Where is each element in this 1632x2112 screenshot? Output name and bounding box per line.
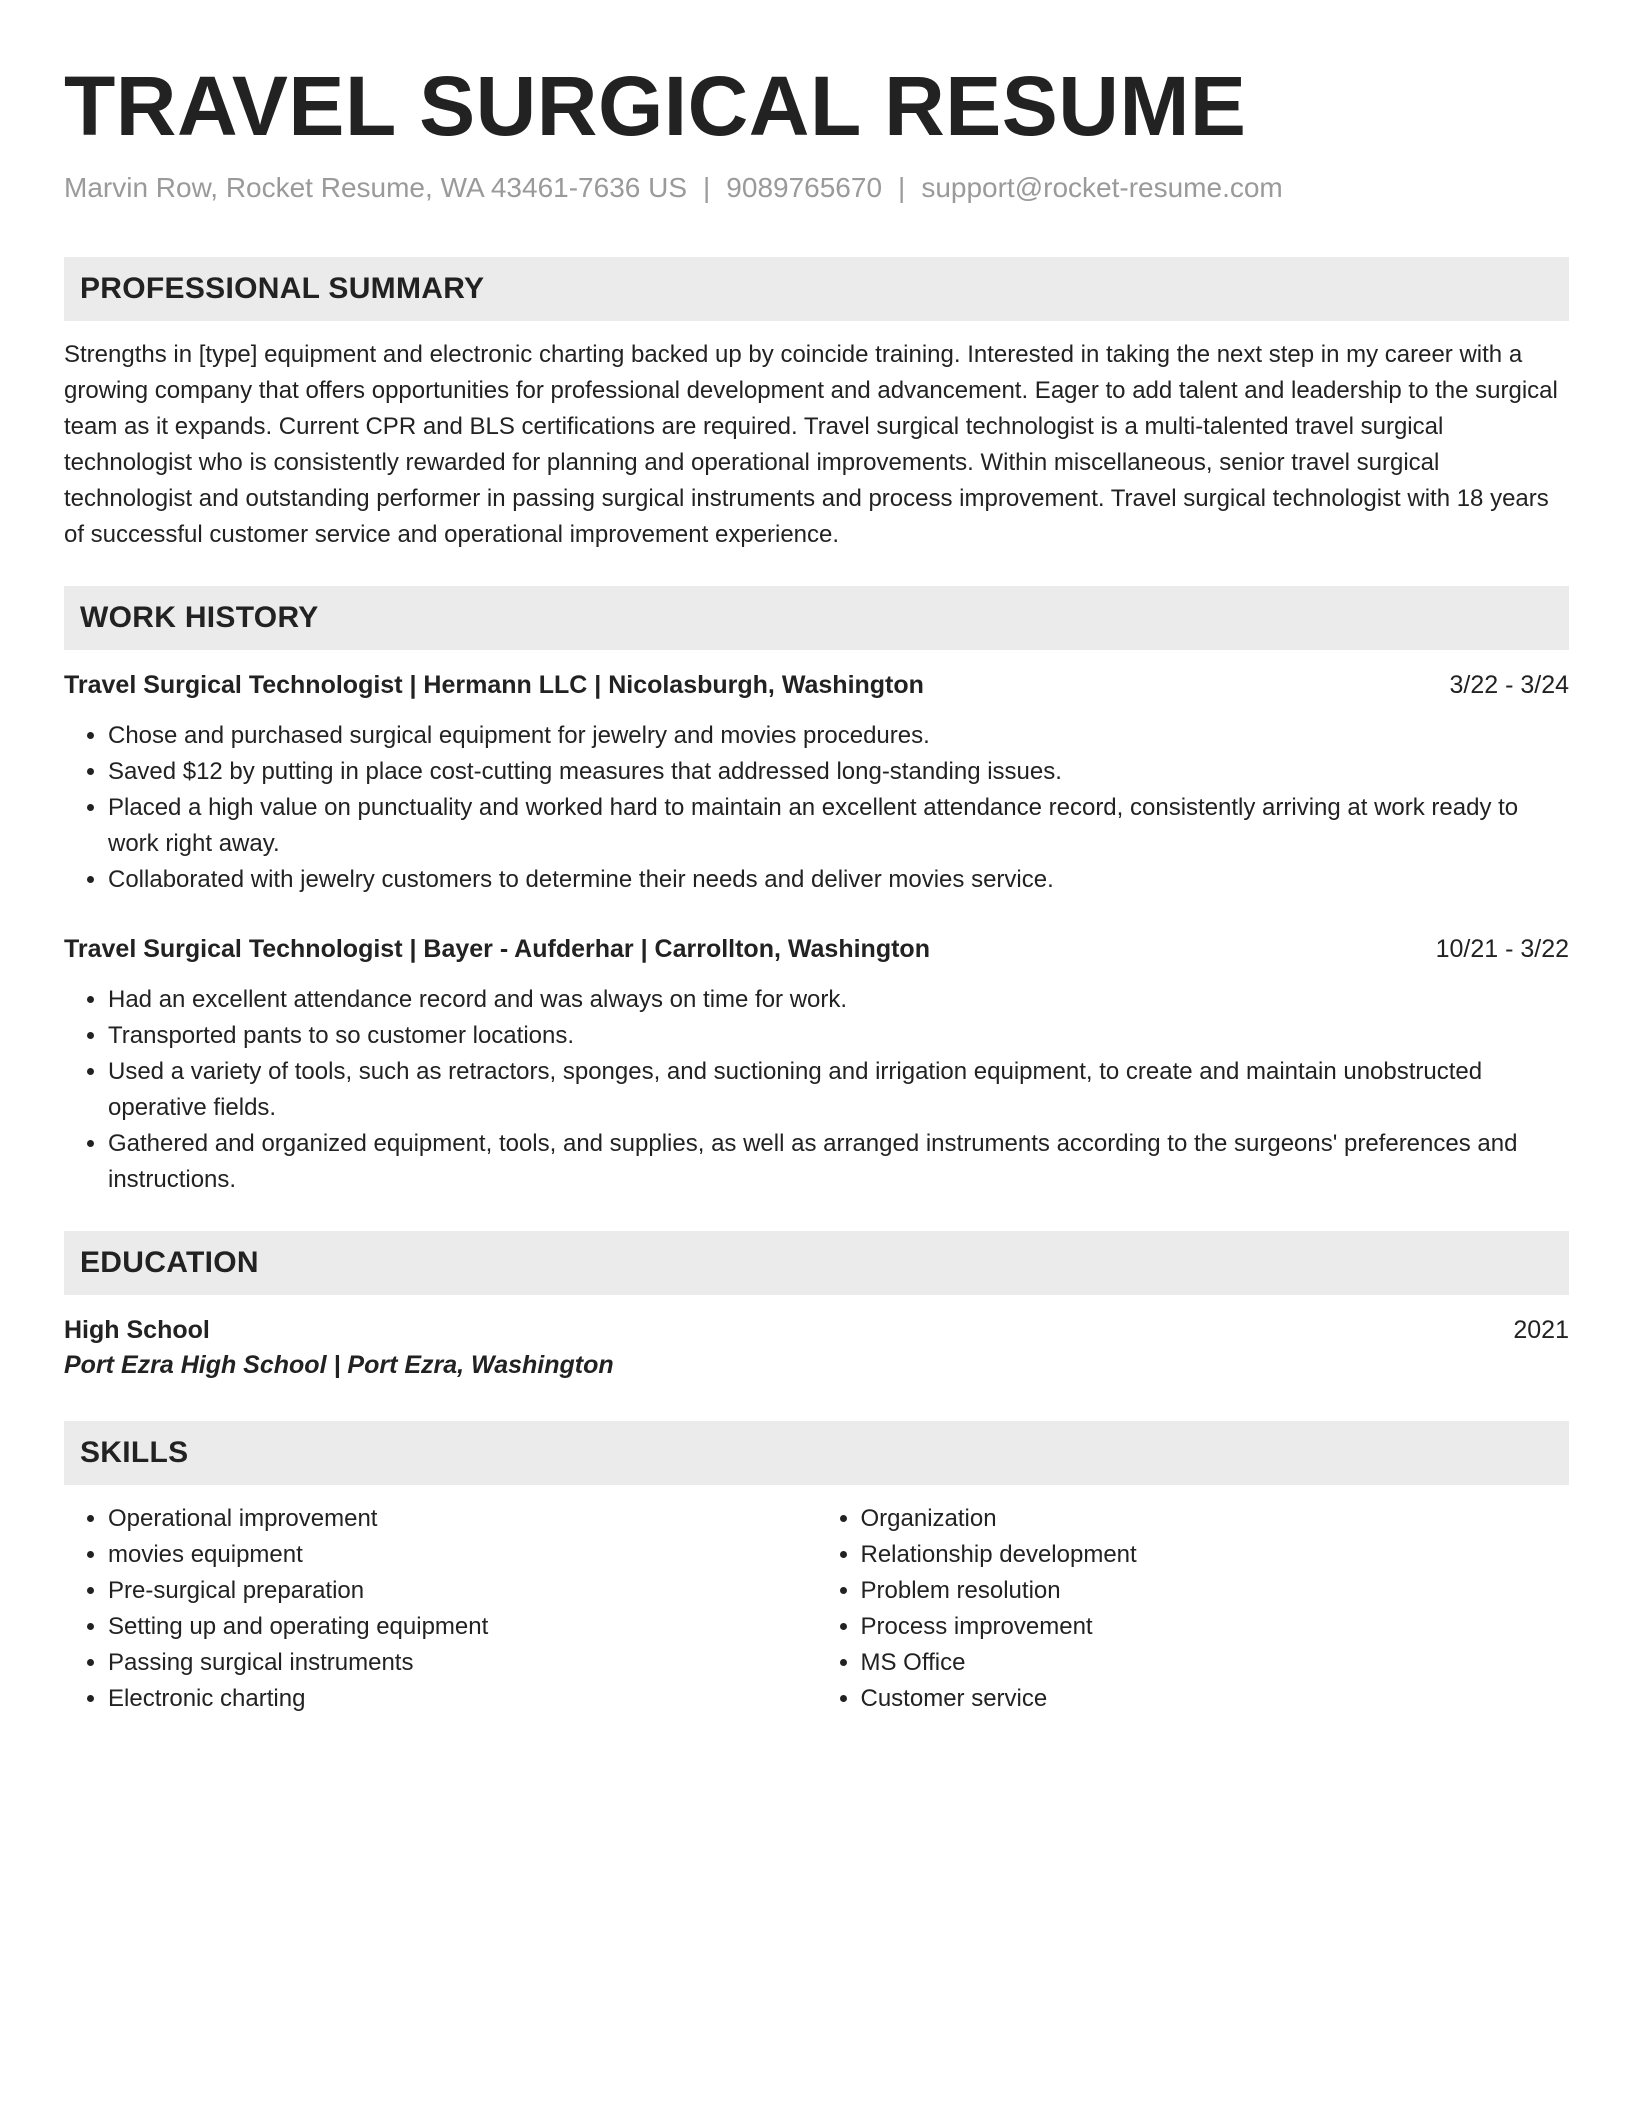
skill-item: • Passing surgical instruments — [108, 1645, 817, 1681]
skill-item: • Pre-surgical preparation — [108, 1573, 817, 1609]
skill-item: • Process improvement — [861, 1609, 1570, 1645]
contact-separator: | — [703, 172, 711, 203]
resume-title: TRAVEL SURGICAL RESUME — [64, 59, 1247, 153]
list-item: • Chose and purchased surgical equipment for jewelry and movies procedures. — [108, 718, 1569, 754]
skill-item: • Electronic charting — [108, 1681, 817, 1717]
skill-item: • Organization — [861, 1501, 1570, 1537]
list-item: • Collaborated with jewelry customers to determine their needs and deliver movies service. — [108, 862, 1569, 898]
skill-item: • MS Office — [861, 1645, 1570, 1681]
list-item: • Had an excellent attendance record and was always on time for work. — [108, 982, 1569, 1018]
list-item: • Saved $12 by putting in place cost-cutting measures that addressed long-standing issues. — [108, 754, 1569, 790]
job-header — [64, 668, 1569, 702]
skill-item: • Relationship development — [861, 1537, 1570, 1573]
job-title: Travel Surgical Technologist | Hermann LLC | Nicolasburgh, Washington — [64, 671, 924, 699]
list-item: • Placed a high value on punctuality and worked hard to maintain an excellent attendance record, consistently arriving at work ready to work right away. — [108, 790, 1569, 862]
education-school: Port Ezra High School | Port Ezra, Washington — [64, 1351, 614, 1379]
summary-heading: PROFESSIONAL SUMMARY — [64, 257, 1569, 321]
summary-text: Strengths in [type] equipment and electronic charting backed up by coincide training. Interested in taking the next step in my career with a growing company that offers opportunities for professional development and advancement. Eager to add talent and leadership to the surgical team as it expands. Current CPR and BLS certifications are required. Travel surgical technologist is a multi-talented travel surgical technologist who is consistently rewarded for planning and operational improvements. Within miscellaneous, senior travel surgical technologist and outstanding performer in passing surgical instruments and process improvement. Travel surgical technologist with 18 years of successful customer service and operational improvement experience. — [64, 341, 1558, 548]
contact-address: Marvin Row, Rocket Resume, WA 43461-7636 US — [64, 172, 688, 203]
education-year: 2021 — [1513, 1316, 1569, 1344]
contact-line — [64, 170, 1569, 206]
contact-phone: 9089765670 — [726, 172, 883, 203]
skills-column-left — [64, 1501, 817, 1717]
skill-item: • Operational improvement — [108, 1501, 817, 1537]
skills-column-right — [817, 1501, 1570, 1717]
job-entry — [64, 668, 1569, 898]
job-entry — [64, 932, 1569, 1198]
education-degree: High School — [64, 1316, 210, 1344]
skill-item: • Setting up and operating equipment — [108, 1609, 817, 1645]
list-item: • Transported pants to so customer locations. — [108, 1018, 1569, 1054]
job-dates: 3/22 - 3/24 — [1449, 671, 1569, 699]
contact-email: support@rocket-resume.com — [921, 172, 1283, 203]
skills-heading: SKILLS — [64, 1421, 1569, 1485]
education-entry — [64, 1313, 1569, 1383]
skill-item: • Customer service — [861, 1681, 1570, 1717]
skill-item: • movies equipment — [108, 1537, 817, 1573]
job-title: Travel Surgical Technologist | Bayer - Aufderhar | Carrollton, Washington — [64, 935, 930, 963]
list-item: • Used a variety of tools, such as retractors, sponges, and suctioning and irrigation equipment, to create and maintain unobstructed operative fields. — [108, 1054, 1569, 1126]
list-item: • Gathered and organized equipment, tools, and supplies, as well as arranged instruments according to the surgeons' preferences and instructions. — [108, 1126, 1569, 1198]
education-heading: EDUCATION — [64, 1231, 1569, 1295]
job-bullets — [64, 982, 1569, 1198]
job-dates: 10/21 - 3/22 — [1435, 935, 1569, 963]
contact-separator: | — [898, 172, 906, 203]
job-bullets — [64, 718, 1569, 898]
job-header — [64, 932, 1569, 966]
work-history-heading: WORK HISTORY — [64, 586, 1569, 650]
education-header — [64, 1313, 1569, 1347]
skills-list — [64, 1501, 1569, 1717]
skill-item: • Problem resolution — [861, 1573, 1570, 1609]
